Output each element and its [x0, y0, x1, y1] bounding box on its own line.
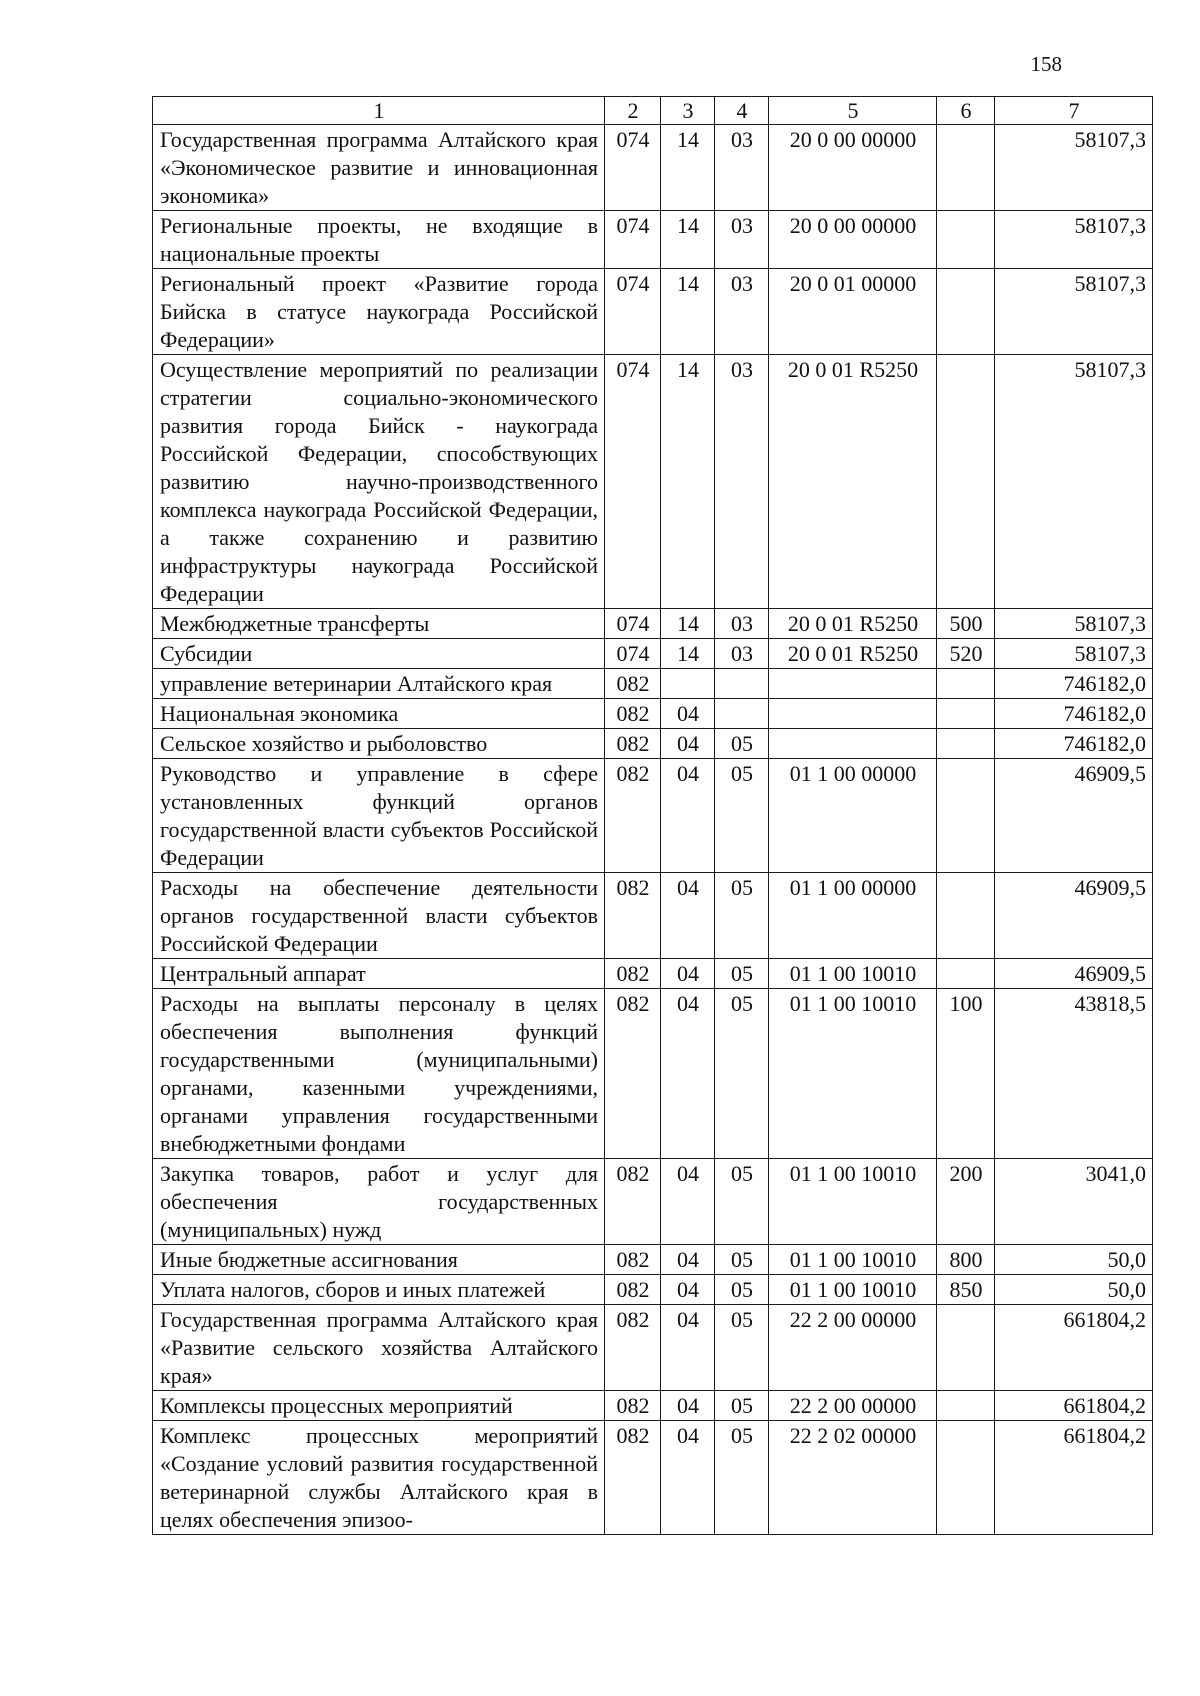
cell-code-target: 01 1 00 10010 [769, 1159, 937, 1245]
cell-code-ministry: 082 [605, 1421, 661, 1535]
table-body [153, 97, 1153, 1535]
table-row [153, 873, 1153, 959]
cell-code-ministry: 074 [605, 269, 661, 355]
table-row [153, 959, 1153, 989]
cell-code-section: 04 [661, 1245, 715, 1275]
cell-row-name: управление ветеринарии Алтайского края [153, 669, 605, 699]
cell-code-subsection: 03 [715, 609, 769, 639]
cell-amount: 58107,3 [995, 609, 1153, 639]
cell-row-name: Сельское хозяйство и рыболовство [153, 729, 605, 759]
cell-code-subsection: 05 [715, 1275, 769, 1305]
cell-row-name: Региональные проекты, не входящие в национальные проекты [153, 211, 605, 269]
cell-code-subsection: 03 [715, 211, 769, 269]
cell-code-expense-type [937, 873, 995, 959]
cell-code-target: 01 1 00 10010 [769, 959, 937, 989]
cell-code-ministry: 082 [605, 1305, 661, 1391]
cell-row-name: Государственная программа Алтайского края «Развитие сельского хозяйства Алтайского края» [153, 1305, 605, 1391]
cell-code-ministry: 082 [605, 1159, 661, 1245]
cell-code-ministry: 082 [605, 1391, 661, 1421]
cell-code-section: 04 [661, 959, 715, 989]
cell-code-target: 01 1 00 00000 [769, 873, 937, 959]
cell-code-section: 04 [661, 759, 715, 873]
cell-code-section: 04 [661, 989, 715, 1159]
cell-code-subsection: 05 [715, 1159, 769, 1245]
cell-code-target: 01 1 00 00000 [769, 759, 937, 873]
cell-code-ministry: 082 [605, 1275, 661, 1305]
table-row [153, 639, 1153, 669]
header-cell: 1 [153, 97, 605, 125]
cell-amount: 58107,3 [995, 125, 1153, 211]
cell-amount: 43818,5 [995, 989, 1153, 1159]
table-row [153, 269, 1153, 355]
cell-code-section: 14 [661, 609, 715, 639]
cell-code-expense-type [937, 959, 995, 989]
cell-amount: 58107,3 [995, 639, 1153, 669]
header-cell: 6 [937, 97, 995, 125]
cell-code-ministry: 082 [605, 989, 661, 1159]
table-row [153, 609, 1153, 639]
cell-code-expense-type: 850 [937, 1275, 995, 1305]
cell-code-expense-type: 800 [937, 1245, 995, 1275]
cell-code-target: 01 1 00 10010 [769, 1245, 937, 1275]
cell-amount: 746182,0 [995, 699, 1153, 729]
cell-code-ministry: 074 [605, 609, 661, 639]
table-row [153, 699, 1153, 729]
cell-row-name: Руководство и управление в сфере установленных функций органов государственной власти субъектов Российской Федерации [153, 759, 605, 873]
table-row [153, 1245, 1153, 1275]
cell-amount: 50,0 [995, 1275, 1153, 1305]
cell-code-section: 14 [661, 355, 715, 609]
cell-amount: 661804,2 [995, 1305, 1153, 1391]
cell-code-expense-type: 200 [937, 1159, 995, 1245]
cell-code-ministry: 074 [605, 211, 661, 269]
cell-code-target [769, 699, 937, 729]
cell-code-target: 20 0 00 00000 [769, 211, 937, 269]
cell-code-section: 04 [661, 1391, 715, 1421]
cell-amount: 746182,0 [995, 729, 1153, 759]
cell-row-name: Центральный аппарат [153, 959, 605, 989]
cell-code-expense-type [937, 729, 995, 759]
cell-code-target [769, 669, 937, 699]
table-row [153, 669, 1153, 699]
header-cell: 3 [661, 97, 715, 125]
cell-row-name: Региональный проект «Развитие города Бийска в статусе наукограда Российской Федерации» [153, 269, 605, 355]
cell-code-section: 04 [661, 1305, 715, 1391]
cell-amount: 50,0 [995, 1245, 1153, 1275]
cell-amount: 58107,3 [995, 269, 1153, 355]
cell-code-subsection: 03 [715, 269, 769, 355]
cell-code-subsection: 05 [715, 759, 769, 873]
cell-amount: 661804,2 [995, 1391, 1153, 1421]
cell-code-expense-type [937, 1421, 995, 1535]
cell-code-subsection: 03 [715, 355, 769, 609]
cell-code-section: 14 [661, 639, 715, 669]
cell-code-expense-type [937, 1391, 995, 1421]
table-row [153, 211, 1153, 269]
cell-code-target: 01 1 00 10010 [769, 1275, 937, 1305]
cell-code-expense-type: 100 [937, 989, 995, 1159]
cell-code-subsection: 05 [715, 959, 769, 989]
table-row [153, 125, 1153, 211]
cell-code-ministry: 082 [605, 873, 661, 959]
cell-code-section: 14 [661, 269, 715, 355]
cell-amount: 746182,0 [995, 669, 1153, 699]
cell-amount: 661804,2 [995, 1421, 1153, 1535]
cell-code-subsection [715, 699, 769, 729]
header-cell: 4 [715, 97, 769, 125]
cell-code-subsection: 05 [715, 989, 769, 1159]
cell-code-target [769, 729, 937, 759]
cell-code-section [661, 669, 715, 699]
table-row [153, 1421, 1153, 1535]
cell-code-section: 14 [661, 211, 715, 269]
cell-row-name: Иные бюджетные ассигнования [153, 1245, 605, 1275]
cell-code-subsection: 05 [715, 729, 769, 759]
cell-code-target: 22 2 00 00000 [769, 1305, 937, 1391]
cell-amount: 46909,5 [995, 759, 1153, 873]
cell-code-expense-type [937, 125, 995, 211]
cell-code-expense-type [937, 1305, 995, 1391]
cell-code-subsection: 05 [715, 1245, 769, 1275]
cell-row-name: Уплата налогов, сборов и иных платежей [153, 1275, 605, 1305]
table-row [153, 355, 1153, 609]
cell-row-name: Расходы на обеспечение деятельности органов государственной власти субъектов Российской Федерации [153, 873, 605, 959]
cell-code-section: 04 [661, 699, 715, 729]
header-row [153, 97, 1153, 125]
cell-code-subsection: 05 [715, 873, 769, 959]
table-row [153, 1159, 1153, 1245]
table-row [153, 1275, 1153, 1305]
cell-code-subsection: 03 [715, 125, 769, 211]
cell-code-expense-type [937, 355, 995, 609]
cell-code-expense-type [937, 669, 995, 699]
cell-code-section: 14 [661, 125, 715, 211]
cell-amount: 46909,5 [995, 873, 1153, 959]
cell-row-name: Комплексы процессных мероприятий [153, 1391, 605, 1421]
page-number: 158 [1030, 52, 1062, 76]
header-cell: 2 [605, 97, 661, 125]
cell-amount: 58107,3 [995, 211, 1153, 269]
cell-code-ministry: 082 [605, 1245, 661, 1275]
cell-code-target: 20 0 00 00000 [769, 125, 937, 211]
table-row [153, 1391, 1153, 1421]
cell-row-name: Расходы на выплаты персоналу в целях обеспечения выполнения функций государственными (муниципальными) органами, казенными учреждениями, органами управления государственными внебюджетными фондами [153, 989, 605, 1159]
cell-amount: 46909,5 [995, 959, 1153, 989]
cell-code-target: 20 0 01 R5250 [769, 609, 937, 639]
cell-code-target: 20 0 01 R5250 [769, 639, 937, 669]
cell-code-ministry: 082 [605, 729, 661, 759]
cell-code-target: 22 2 00 00000 [769, 1391, 937, 1421]
cell-code-ministry: 082 [605, 959, 661, 989]
cell-code-expense-type: 520 [937, 639, 995, 669]
cell-row-name: Государственная программа Алтайского края «Экономическое развитие и инновационная экономика» [153, 125, 605, 211]
cell-code-expense-type [937, 759, 995, 873]
table-row [153, 729, 1153, 759]
cell-code-ministry: 074 [605, 355, 661, 609]
cell-code-section: 04 [661, 729, 715, 759]
cell-code-subsection: 05 [715, 1421, 769, 1535]
cell-code-subsection [715, 669, 769, 699]
cell-code-ministry: 074 [605, 639, 661, 669]
cell-code-subsection: 05 [715, 1305, 769, 1391]
cell-code-subsection: 05 [715, 1391, 769, 1421]
budget-table [152, 96, 1153, 1535]
cell-amount: 58107,3 [995, 355, 1153, 609]
cell-row-name: Комплекс процессных мероприятий «Создание условий развития государственной ветеринарной службы Алтайского края в целях обеспечения эпизоо- [153, 1421, 605, 1535]
cell-row-name: Межбюджетные трансферты [153, 609, 605, 639]
header-cell: 7 [995, 97, 1153, 125]
cell-code-section: 04 [661, 1159, 715, 1245]
cell-code-ministry: 082 [605, 759, 661, 873]
cell-code-target: 22 2 02 00000 [769, 1421, 937, 1535]
cell-row-name: Национальная экономика [153, 699, 605, 729]
cell-code-section: 04 [661, 1275, 715, 1305]
table-row [153, 1305, 1153, 1391]
cell-code-expense-type [937, 211, 995, 269]
table-row [153, 989, 1153, 1159]
cell-code-ministry: 074 [605, 125, 661, 211]
cell-code-expense-type [937, 699, 995, 729]
cell-row-name: Закупка товаров, работ и услуг для обеспечения государственных (муниципальных) нужд [153, 1159, 605, 1245]
cell-code-ministry: 082 [605, 669, 661, 699]
cell-code-target: 20 0 01 R5250 [769, 355, 937, 609]
cell-code-section: 04 [661, 1421, 715, 1535]
cell-row-name: Осуществление мероприятий по реализации стратегии социально-экономического развития города Бийск - наукограда Российской Федерации, способствующих развитию научно-производственного комплекса наукограда Российской Федерации, а также сохранению и развитию инфраструктуры наукограда Российской Федерации [153, 355, 605, 609]
cell-amount: 3041,0 [995, 1159, 1153, 1245]
cell-code-subsection: 03 [715, 639, 769, 669]
cell-code-expense-type [937, 269, 995, 355]
cell-row-name: Субсидии [153, 639, 605, 669]
cell-code-expense-type: 500 [937, 609, 995, 639]
cell-code-ministry: 082 [605, 699, 661, 729]
header-cell: 5 [769, 97, 937, 125]
cell-code-section: 04 [661, 873, 715, 959]
table-row [153, 759, 1153, 873]
cell-code-target: 01 1 00 10010 [769, 989, 937, 1159]
cell-code-target: 20 0 01 00000 [769, 269, 937, 355]
